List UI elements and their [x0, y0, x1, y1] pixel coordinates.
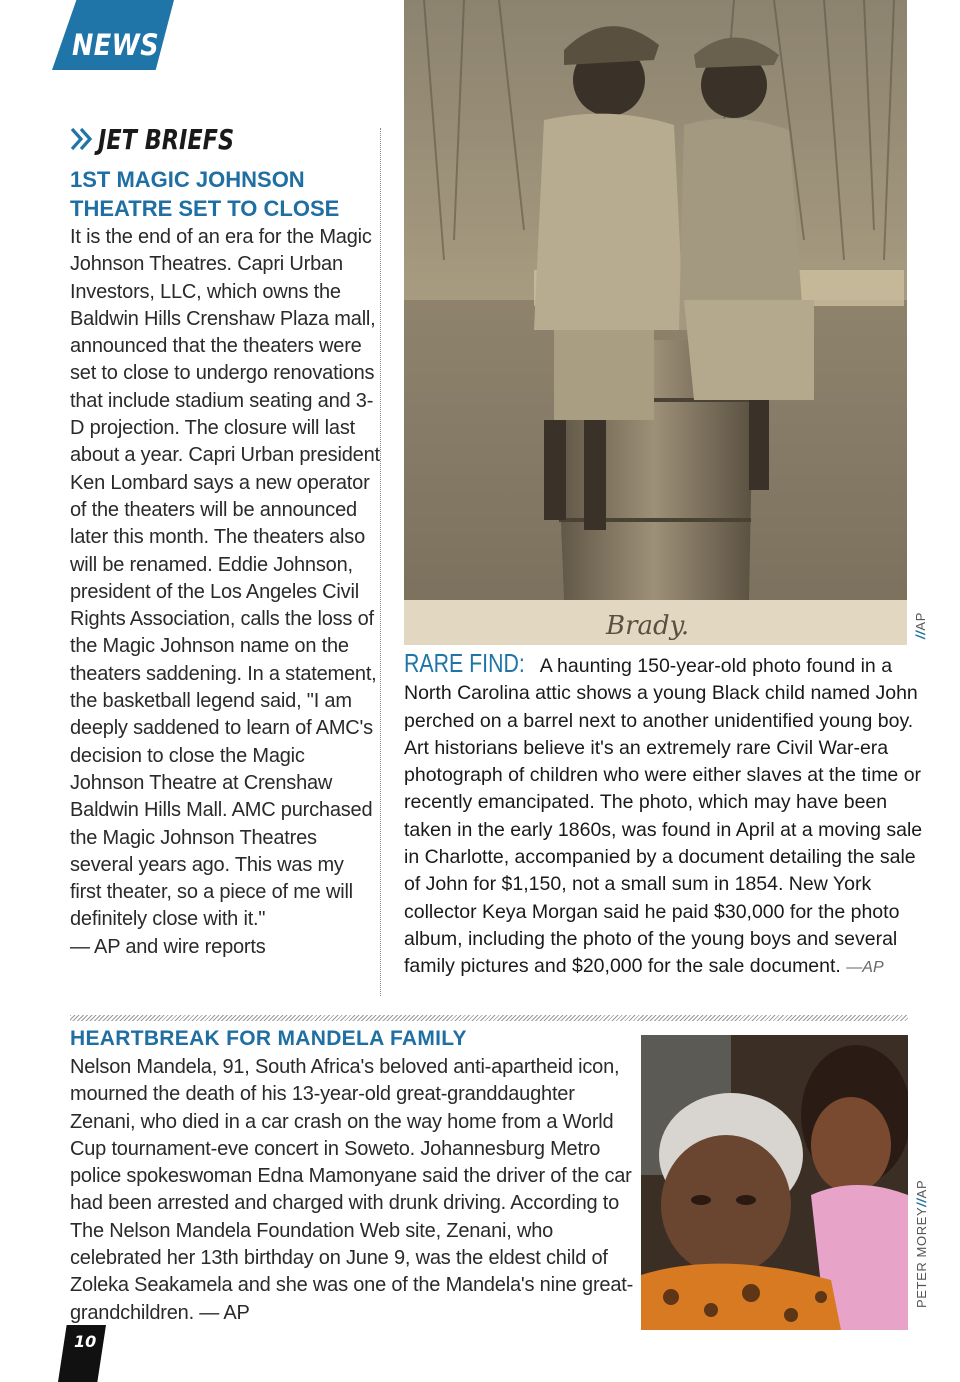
column-divider: [380, 128, 381, 996]
mandela-photo: [641, 1035, 908, 1330]
rare-find-photo: [404, 0, 907, 645]
briefs-title: JET BRIEFS: [98, 122, 235, 156]
mandela-article: [70, 1054, 638, 1327]
magic-johnson-body: It is the end of an era for the Magic Johnson Theatres. Capri Urban Investors, LLC, which owns the Baldwin Hills Crenshaw Plaza mall, announced that the theaters were set to close to undergo renovations that include stadium seating and 3-D projection. The closure will last about a year. Capri Urban president Ken Lombard says a new operator of the theaters will be announced later this month. The theaters also will be renamed. Eddie Johnson, president of the Los Angeles Civil Rights Association, calls the loss of the Magic Johnson name on the theaters saddening. In a statement, the basketball legend said, "I am deeply saddened to learn of AMC's decision to close the Magic Johnson Theatre at Crenshaw Baldwin Hills Mall. AMC purchased the Magic Johnson Theatres several years ago. This was my first theater, so a piece of me will definitely close with it.": [70, 226, 380, 931]
photo-signature: Brady.: [606, 611, 690, 641]
mandela-body: Nelson Mandela, 91, South Africa's beloved anti-apartheid icon, mourned the death of his 13-year-old great-granddaughter Zenani, who died in a car crash on the way home from a World Cup tournament-eve concert in Soweto. Johannesburg Metro police spokeswoman Edna Mamonyane said the driver of the car had been arrested and charged with drunk driving. According to The Nelson Mandela Foundation Web site, Zenani, who celebrated her 13th birthday on June 9, was the eldest child of Zoleka Seakamela and she was one of the Mandela's nine great-grandchildren. — AP: [70, 1056, 634, 1324]
mandela-photo-credit: PETER MOREY//AP: [914, 1179, 929, 1308]
page-number: 10: [74, 1332, 97, 1351]
rare-find-credit: —AP: [846, 959, 884, 977]
mandela-headline: HEARTBREAK FOR MANDELA FAMILY: [70, 1027, 467, 1050]
section-label: NEWS: [72, 28, 160, 62]
briefs-heading: [70, 122, 268, 156]
section-divider: [70, 1015, 908, 1021]
rare-find-body: A haunting 150-year-old photo found in a North Carolina attic shows a young Black child named John perched on a barrel next to another unidentified young boy. Art historians believe it's an extremely rare Civil War-era photograph of children who were either slaves at the time or recently emancipated. The photo, which may have been taken in the early 1860s, was found in April at a moving sale in Charlotte, accompanied by a document detailing the sale of John for $1,150, not a small sum in 1854. New York collector Keya Morgan said he paid $30,000 for the photo album, including the photo of the young boys and several family pictures and $20,000 for the sale document.: [404, 655, 923, 978]
magic-johnson-article: [70, 224, 380, 961]
double-chevron-icon: [70, 127, 96, 151]
magic-johnson-headline: 1ST MAGIC JOHNSON THEATRE SET TO CLOSE: [70, 167, 340, 221]
rare-find-article: [404, 650, 924, 982]
rare-find-photo-credit: //AP: [913, 612, 928, 639]
magic-johnson-attribution: — AP and wire reports: [70, 935, 266, 958]
rare-find-label: RARE FIND:: [404, 648, 525, 678]
